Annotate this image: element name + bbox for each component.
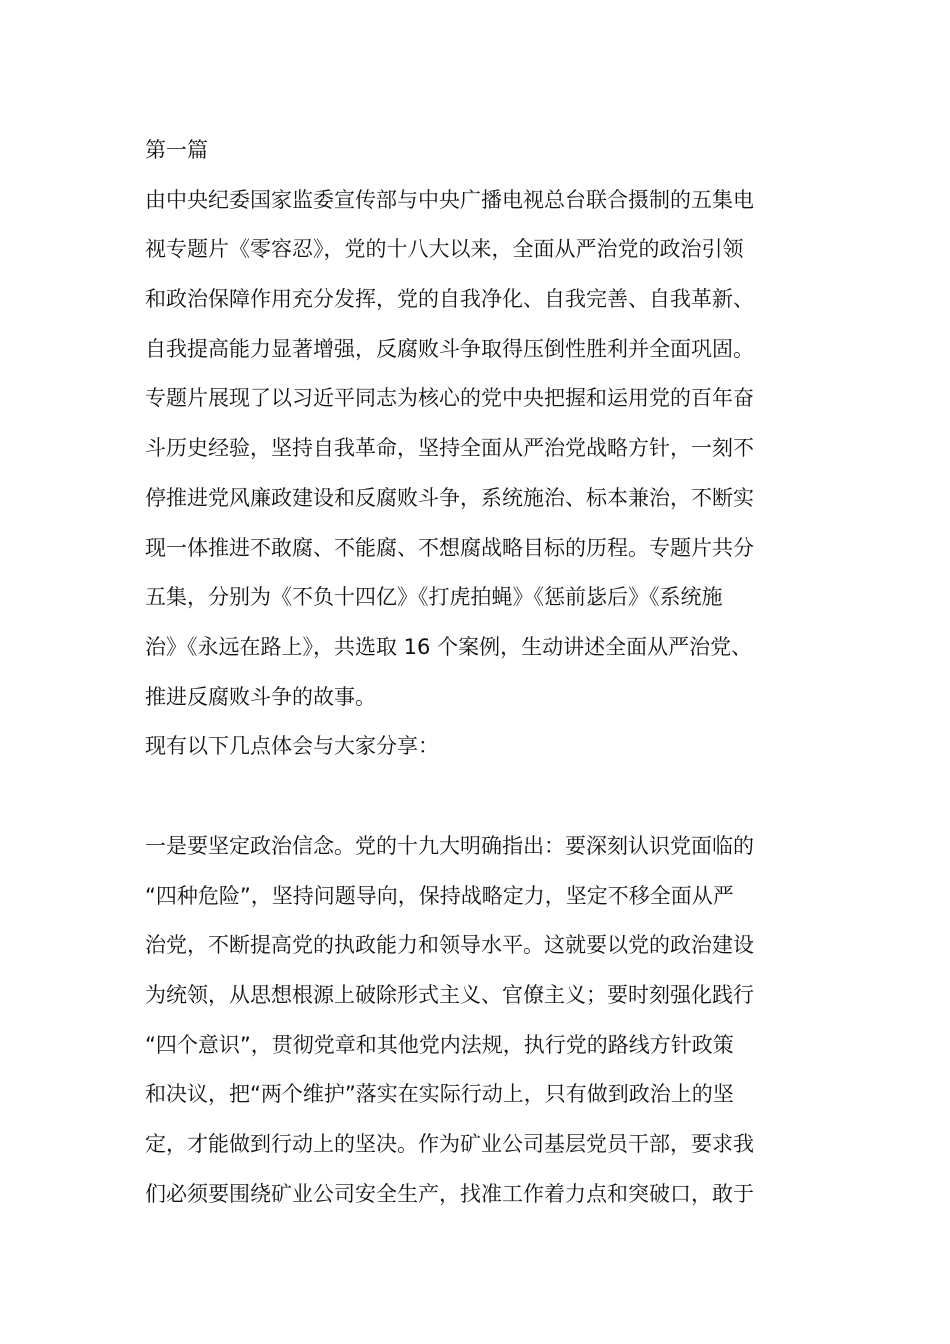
paragraph-line: 五集，分别为《不负十四亿》《打虎拍蝇》《惩前毖后》《系统施 [145, 585, 723, 610]
paragraph-line: 们必须要围绕矿业公司安全生产，找准工作着力点和突破口，敢于 [145, 1181, 754, 1206]
paragraph-line: 视专题片《零容忍》，党的十八大以来，全面从严治党的政治引领 [145, 237, 744, 262]
paragraph-line: 一是要坚定政治信念。党的十九大明确指出：要深刻认识党面临的 [145, 834, 754, 858]
paragraph-line: 现一体推进不敢腐、不能腐、不想腐战略目标的历程。专题片共分 [145, 535, 754, 560]
paragraph-line: 治党，不断提高党的执政能力和领导水平。这就要以党的政治建设 [145, 933, 754, 958]
paragraph-line: 为统领，从思想根源上破除形式主义、官僚主义；要时刻强化践行 [145, 983, 754, 1008]
document-title: 第一篇 [145, 138, 208, 162]
intro-section [145, 126, 817, 772]
paragraph-line: 自我提高能力显著增强，反腐败斗争取得压倒性胜利并全面巩固。 [145, 336, 754, 361]
share-intro-line: 现有以下几点体会与大家分享： [145, 734, 439, 759]
paragraph-line: 和政治保障作用充分发挥，党的自我净化、自我完善、自我革新、 [145, 287, 754, 312]
paragraph-line: 专题片展现了以习近平同志为核心的党中央把握和运用党的百年奋 [145, 386, 754, 411]
point-one-section [145, 822, 817, 1220]
paragraph-line: 和决议，把“两个维护”落实在实际行动上，只有做到政治上的坚 [145, 1082, 734, 1107]
paragraph-line: 由中央纪委国家监委宣传部与中央广播电视总台联合摄制的五集电 [145, 187, 754, 212]
paragraph-line: 治》《永远在路上》，共选取 16 个案例，生动讲述全面从严治党、 [145, 634, 753, 659]
paragraph-line: 定，才能做到行动上的坚决。作为矿业公司基层党员干部，要求我 [145, 1132, 754, 1157]
paragraph-line: 停推进党风廉政建设和反腐败斗争，系统施治、标本兼治，不断实 [145, 485, 754, 510]
paragraph-line: 推进反腐败斗争的故事。 [145, 684, 376, 709]
paragraph-line: “四种危险”，坚持问题导向，保持战略定力，坚定不移全面从严 [145, 883, 734, 908]
paragraph-line: 斗历史经验，坚持自我革命，坚持全面从严治党战略方针，一刻不 [145, 436, 754, 461]
paragraph-line: “四个意识”，贯彻党章和其他党内法规，执行党的路线方针政策 [145, 1032, 734, 1057]
